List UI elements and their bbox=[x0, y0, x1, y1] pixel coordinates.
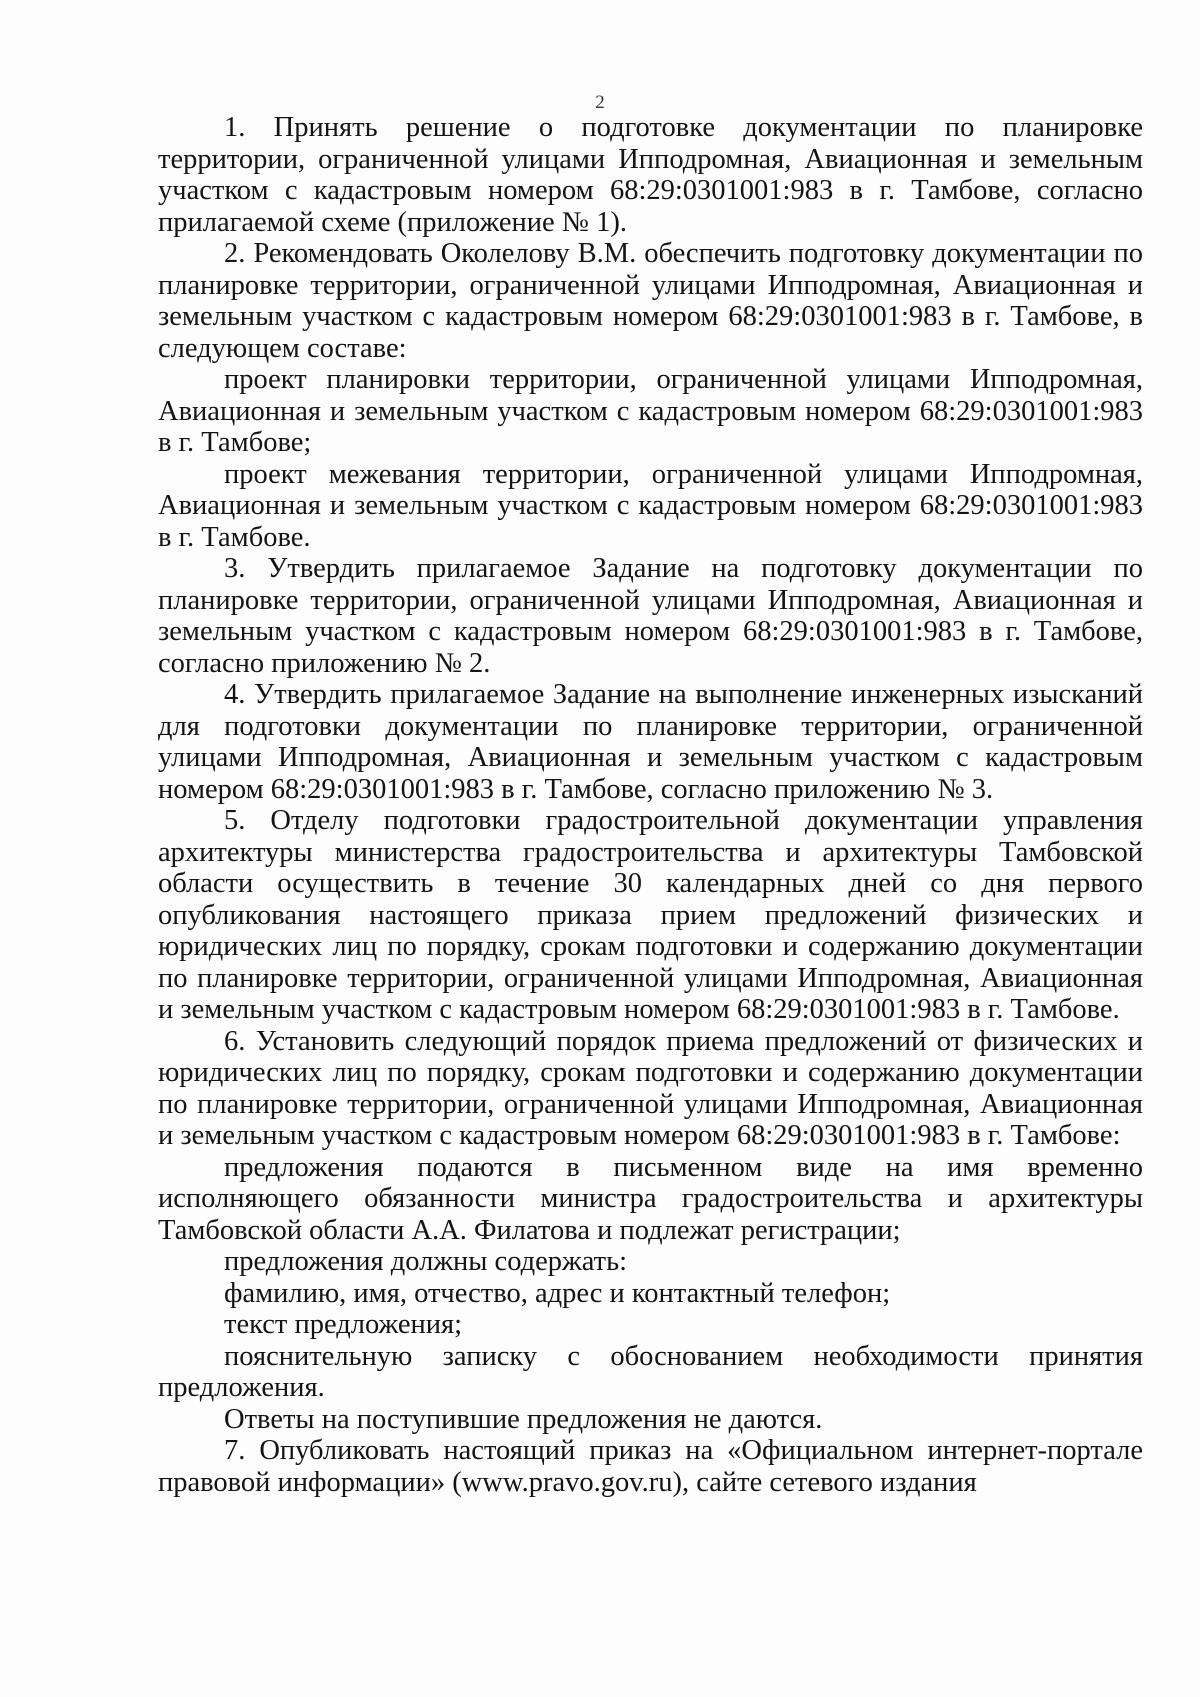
paragraph-item-6: 6. Установить следующий порядок приема предложений от физических и юридических лиц по порядку, срокам подготовки и содержанию документации по планировке территории, ограниченной улицами Ипподромная, Авиационная и земельным участком с кадастровым номером 68:29:0301001:983 в г. Тамбове: bbox=[158, 1025, 1143, 1151]
document-body bbox=[158, 112, 1143, 1498]
paragraph-item-1: 1. Принять решение о подготовке документации по планировке территории, ограниченной улицами Ипподромная, Авиационная и земельным участком с кадастровым номером 68:29:0301001:983 в г. Тамбове, согласно прилагаемой схеме (приложение № 1). bbox=[158, 112, 1143, 238]
paragraph-item-7: 7. Опубликовать настоящий приказ на «Официальном интернет-портале правовой информации» (www.pravo.gov.ru), сайте сетевого издания bbox=[158, 1435, 1143, 1498]
paragraph-composition-survey-project: проект межевания территории, ограниченной улицами Ипподромная, Авиационная и земельным участком с кадастровым номером 68:29:0301001:983 в г. Тамбове. bbox=[158, 458, 1143, 553]
paragraph-item-2: 2. Рекомендовать Околелову В.М. обеспечить подготовку документации по планировке территории, ограниченной улицами Ипподромная, Авиационная и земельным участком с кадастровым номером 68:29:0301001:983 в г. Тамбове, в следующем составе: bbox=[158, 238, 1143, 364]
paragraph-item-5: 5. Отделу подготовки градостроительной документации управления архитектуры министерства градостроительства и архитектуры Тамбовской области осуществить в течение 30 календарных дней со дня первого опубликования настоящего приказа прием предложений физических и юридических лиц по порядку, срокам подготовки и содержанию документации по планировке территории, ограниченной улицами Ипподромная, Авиационная и земельным участком с кадастровым номером 68:29:0301001:983 в г. Тамбове. bbox=[158, 805, 1143, 1025]
paragraph-composition-planning-project: проект планировки территории, ограниченной улицами Ипподромная, Авиационная и земельным участком с кадастровым номером 68:29:0301001:983 в г. Тамбове; bbox=[158, 364, 1143, 458]
paragraph-contents-text: текст предложения; bbox=[224, 1309, 463, 1340]
page-number: 2 bbox=[595, 92, 605, 113]
paragraph-contents-note: пояснительную записку с обоснованием необходимости принятия предложения. bbox=[158, 1340, 1143, 1403]
paragraph-proposals-contents: предложения должны содержать: bbox=[224, 1246, 628, 1277]
paragraph-proposals-submission: предложения подаются в письменном виде на имя временно исполняющего обязанности министра градостроительства и архитектуры Тамбовской области А.А. Филатова и подлежат регистрации; bbox=[158, 1151, 1143, 1246]
paragraph-item-3: 3. Утвердить прилагаемое Задание на подготовку документации по планировке территории, ограниченной улицами Ипподромная, Авиационная и земельным участком с кадастровым номером 68:29:0301001:983 в г. Тамбове, согласно приложению № 2. bbox=[158, 553, 1143, 679]
paragraph-no-answers: Ответы на поступившие предложения не даются. bbox=[224, 1403, 823, 1435]
paragraph-item-4: 4. Утвердить прилагаемое Задание на выполнение инженерных изысканий для подготовки документации по планировке территории, ограниченной улицами Ипподромная, Авиационная и земельным участком с кадастровым номером 68:29:0301001:983 в г. Тамбове, согласно приложению № 3. bbox=[158, 679, 1143, 805]
paragraph-contents-name: фамилию, имя, отчество, адрес и контактный телефон; bbox=[224, 1277, 891, 1309]
